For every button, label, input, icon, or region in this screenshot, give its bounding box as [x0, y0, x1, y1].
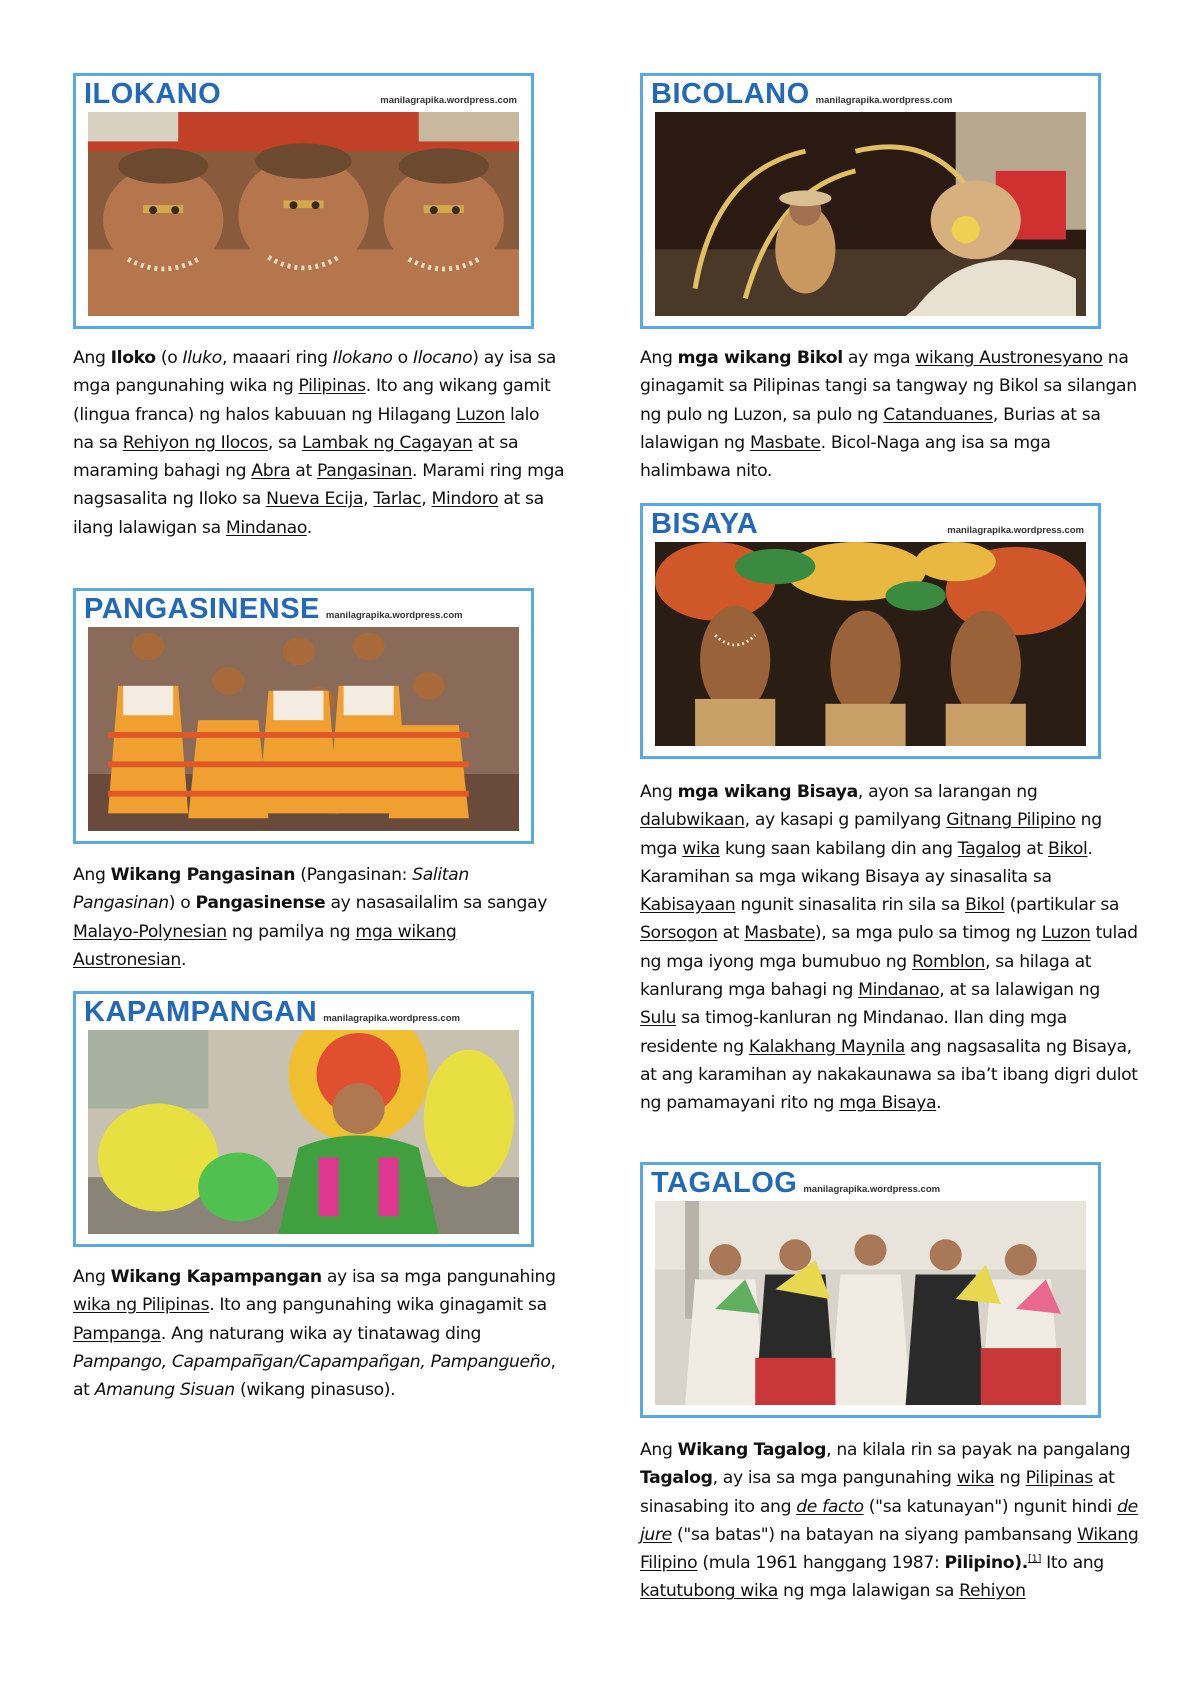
- text: Ang: [640, 1440, 678, 1460]
- source-watermark: manilagrapika.wordpress.com: [323, 1013, 460, 1024]
- text: .: [936, 1093, 942, 1114]
- link-kalakhang-maynila[interactable]: Kalakhang Maynila: [748, 1036, 905, 1057]
- link-mindoro[interactable]: Mindoro: [431, 489, 499, 510]
- text: Ang: [640, 782, 678, 802]
- link-gitnang-pilipino[interactable]: Gitnang Pilipino: [946, 810, 1076, 831]
- text: ng pamilya ng: [226, 921, 356, 942]
- text: , ay kasapi g pamilyang: [744, 810, 947, 831]
- text: .: [306, 517, 312, 538]
- term-bold: Wikang Kapampangan: [110, 1267, 322, 1287]
- link-wika-ng-pilipinas[interactable]: wika ng Pilipinas: [73, 1295, 210, 1316]
- link-rehiyon[interactable]: Rehiyon: [959, 1581, 1026, 1602]
- bikol-paragraph: [640, 344, 1140, 485]
- text: ), sa mga pulo sa timog ng: [814, 923, 1042, 944]
- text: ("sa batas") na batayan na siyang pambansang: [671, 1524, 1078, 1545]
- iloko-paragraph: [73, 344, 565, 542]
- link-romblon[interactable]: Romblon: [911, 951, 986, 972]
- link-lambak-ng-cagayan[interactable]: Lambak ng Cagayan: [301, 432, 473, 453]
- text: , na kilala rin sa payak na pangalang: [826, 1440, 1131, 1460]
- link-masbate[interactable]: Masbate: [744, 923, 815, 944]
- link-bikol[interactable]: Bikol: [1048, 838, 1088, 859]
- link-wikang-austronesyano[interactable]: wikang Austronesyano: [915, 348, 1103, 368]
- source-watermark: manilagrapika.wordpress.com: [380, 95, 517, 106]
- card-banner: [651, 78, 1090, 112]
- text: sa timog-kanluran ng Mindanao. Ilan ding mga residente ng: [640, 1008, 1067, 1057]
- bicolano-photo: [655, 112, 1086, 316]
- text: (Pangasinan:: [295, 865, 413, 885]
- text: . Marami ring mga nagsasalita ng Iloko sa: [73, 461, 565, 510]
- link-tarlac[interactable]: Tarlac: [373, 489, 422, 510]
- link-mindanao[interactable]: Mindanao: [225, 517, 307, 538]
- text: ng mga lalawigan sa: [777, 1581, 960, 1602]
- card-banner: [84, 593, 523, 627]
- text: ay isa sa mga pangunahing: [321, 1267, 556, 1287]
- pangasinense-card: [73, 588, 534, 844]
- text: o: [392, 348, 413, 368]
- link-abra[interactable]: Abra: [251, 461, 291, 482]
- link-pilipinas[interactable]: Pilipinas: [298, 376, 366, 397]
- tagalog-card: [640, 1162, 1101, 1418]
- pangasinan-paragraph: [73, 861, 563, 974]
- term-italic: Amanung Sisuan: [94, 1380, 235, 1401]
- link-catanduanes[interactable]: Catanduanes: [883, 404, 993, 425]
- link-mindanao[interactable]: Mindanao: [858, 980, 940, 1001]
- card-title: KAPAMPANGAN: [84, 996, 318, 1028]
- text: at: [290, 461, 317, 482]
- text: ngunit sinasalita rin sila sa: [735, 895, 966, 916]
- link-pampanga[interactable]: Pampanga: [73, 1323, 161, 1344]
- card-title: PANGASINENSE: [84, 593, 320, 625]
- card-title: ILOKANO: [84, 78, 222, 110]
- text: . Ito ang pangunahing wika ginagamit sa: [209, 1295, 547, 1316]
- text: at: [717, 923, 745, 944]
- text: (partikular sa: [1004, 895, 1120, 916]
- kapampangan-card: [73, 991, 534, 1247]
- ilokano-card: [73, 73, 534, 329]
- text: Ang: [73, 1267, 111, 1287]
- link-wika[interactable]: wika: [956, 1468, 995, 1489]
- text: ,: [363, 489, 374, 510]
- link-malayo-polynesian[interactable]: Malayo-Polynesian: [73, 921, 227, 942]
- card-banner: [651, 508, 1090, 542]
- card-title: TAGALOG: [651, 1167, 798, 1199]
- text: at: [1021, 838, 1048, 859]
- text: tulad ng mga iyong mga bumubuo ng: [640, 923, 1138, 972]
- term-bold: Wikang Tagalog: [677, 1440, 827, 1460]
- term-italic: de jure: [640, 1496, 1138, 1545]
- source-watermark: manilagrapika.wordpress.com: [815, 95, 953, 106]
- text: , maaari ring: [221, 348, 333, 368]
- text: ng mga: [640, 810, 1102, 859]
- link-nueva-ecija[interactable]: Nueva Ecija: [266, 489, 364, 510]
- text: . Bicol-Naga ang isa sa mga halimbawa nito.: [640, 432, 1051, 482]
- term-italic: Ilocano: [412, 348, 473, 368]
- link-katutubong-wika[interactable]: katutubong wika: [640, 1581, 778, 1602]
- text: ).: [1014, 1553, 1028, 1574]
- tagalog-photo: [655, 1201, 1086, 1405]
- bisaya-card: [640, 503, 1101, 759]
- text: kung saan kabilang din ang: [719, 838, 958, 859]
- text: (wikang pinasuso).: [234, 1380, 396, 1401]
- text: , Burias at sa lalawigan ng: [640, 404, 1101, 453]
- text: ) o: [168, 893, 196, 914]
- link-kabisayaan[interactable]: Kabisayaan: [640, 895, 736, 916]
- link-rehiyon-ng-ilocos[interactable]: Rehiyon ng Ilocos: [122, 432, 268, 453]
- source-watermark: manilagrapika.wordpress.com: [803, 1184, 941, 1195]
- text: . Ang naturang wika ay tinatawag ding: [160, 1323, 482, 1344]
- ilokano-photo: [88, 112, 519, 316]
- text: (o: [155, 348, 183, 368]
- kapampangan-paragraph: [73, 1263, 568, 1404]
- link-luzon[interactable]: Luzon: [456, 404, 505, 425]
- link-wikang-filipino[interactable]: Wikang Filipino: [640, 1524, 1139, 1574]
- link-pilipinas[interactable]: Pilipinas: [1025, 1468, 1093, 1489]
- text: at sa maraming bahagi ng: [73, 432, 519, 482]
- term-italic: Pampango, Capampan̅gan/Capampañgan, Pampangueño: [73, 1351, 551, 1372]
- card-banner: [84, 996, 523, 1030]
- text: ay nasasailalim sa sangay: [325, 893, 548, 914]
- term-bold: Tagalog: [640, 1468, 713, 1489]
- term-italic: Iluko: [182, 348, 222, 368]
- link-mga-wikang-austronesian[interactable]: mga wikang Austronesian: [73, 921, 457, 970]
- text: . Karamihan sa mga wikang Bisaya ay sinasalita sa: [640, 838, 1093, 887]
- text: Ang: [640, 348, 678, 368]
- kapampangan-photo: [88, 1030, 519, 1234]
- text: . Ito ang wikang gamit (lingua franca) ng halos kabuuan ng Hilagang: [73, 376, 551, 425]
- link-tagalog[interactable]: Tagalog: [957, 838, 1022, 859]
- text: , at sa lalawigan ng: [939, 980, 1100, 1001]
- text: ("sa katunayan") ngunit hindi: [863, 1496, 1118, 1517]
- pangasinense-photo: [88, 627, 519, 831]
- text: ang nagsasalita ng Bisaya, at ang karamihan ay nakakaunawa sa iba’t ibang digri dulot ng pamamayani rito ng: [640, 1036, 1138, 1114]
- text: , at: [73, 1351, 556, 1401]
- term-bold: Pilipino: [944, 1553, 1015, 1574]
- link-luzon[interactable]: Luzon: [1041, 923, 1091, 944]
- text: ,: [421, 489, 432, 510]
- text: ay mga: [842, 348, 916, 368]
- link-masbate[interactable]: Masbate: [749, 432, 821, 453]
- source-watermark: manilagrapika.wordpress.com: [325, 610, 463, 621]
- link-sorsogon[interactable]: Sorsogon: [640, 923, 718, 944]
- link-wika[interactable]: wika: [682, 838, 720, 859]
- term-italic: Ilokano: [332, 348, 393, 368]
- term-bold: Iloko: [110, 348, 156, 368]
- text: Ito ang: [1041, 1553, 1104, 1574]
- term-bold: mga wikang Bisaya: [677, 782, 858, 802]
- card-title: BISAYA: [651, 508, 759, 540]
- text: , ayon sa larangan ng: [857, 782, 1038, 802]
- bicolano-card: [640, 73, 1101, 329]
- card-banner: [651, 1167, 1090, 1201]
- link-de-facto[interactable]: [796, 1497, 863, 1517]
- text: (mula 1961 hanggang 1987:: [697, 1553, 945, 1574]
- term-bold: Pangasinense: [195, 893, 326, 914]
- text: lalo na sa: [73, 404, 540, 453]
- text: ng: [994, 1468, 1026, 1489]
- term-italic: Salitan Pangasinan: [73, 865, 469, 914]
- bisaya-photo: [655, 542, 1086, 746]
- link-mga-bisaya[interactable]: mga Bisaya: [839, 1093, 937, 1114]
- text: , ay isa sa mga pangunahing: [712, 1468, 957, 1489]
- link-pangasinan[interactable]: Pangasinan: [316, 461, 412, 482]
- link-sulu[interactable]: Sulu: [640, 1008, 677, 1029]
- bisaya-paragraph: [640, 778, 1140, 1118]
- text: ) ay isa sa mga pangunahing wika ng: [73, 348, 556, 397]
- text: at sa ilang lalawigan sa: [73, 489, 544, 538]
- source-watermark: manilagrapika.wordpress.com: [947, 525, 1084, 536]
- card-title: BICOLANO: [651, 78, 810, 110]
- text: , sa: [267, 432, 302, 453]
- footnote-ref[interactable]: [1]: [1027, 1553, 1042, 1565]
- card-banner: [84, 78, 523, 112]
- link-dalubwikaan[interactable]: dalubwikaan: [640, 810, 745, 831]
- text: , sa hilaga at kanlurang mga bahagi ng: [640, 951, 1092, 1001]
- text: .: [180, 949, 187, 970]
- term-bold: mga wikang Bikol: [677, 348, 843, 368]
- term-bold: Wikang Pangasinan: [110, 865, 296, 885]
- text: Ang: [73, 865, 111, 885]
- text: Ang: [73, 348, 111, 368]
- text: na ginagamit sa Pilipinas tangi sa tangway ng Bikol sa silangan ng pulo ng Luzon, sa pulo ng: [640, 348, 1137, 425]
- text: at sinasabing ito ang: [640, 1468, 1115, 1517]
- term-italic: de facto: [796, 1496, 864, 1517]
- link-bikol[interactable]: Bikol: [965, 895, 1005, 916]
- tagalog-paragraph: [640, 1436, 1140, 1606]
